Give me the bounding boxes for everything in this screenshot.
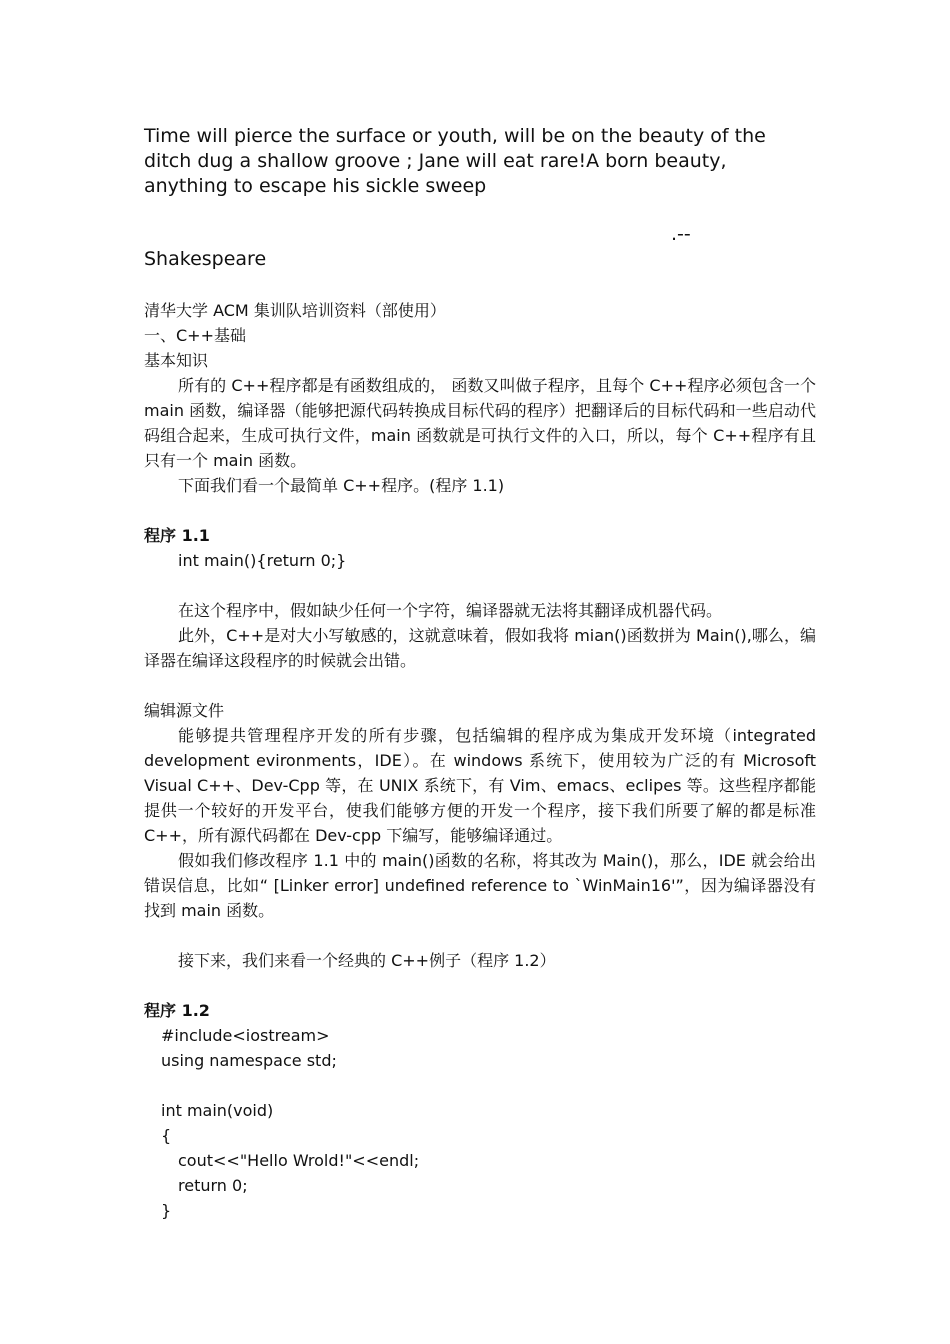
program-1-1-heading: 程序 1.1 xyxy=(144,526,210,545)
paragraph-editing-2: 假如我们修改程序 1.1 中的 main()函数的名称，将其改为 Main()，那么，IDE 就会给出错误信息，比如“ [Linker error] undefined reference to `WinMain16'”，因为编译器没有找到 main 函数。 xyxy=(144,851,816,920)
code-line: using namespace std; xyxy=(161,1051,337,1070)
paragraph-after-1-1-a: 在这个程序中，假如缺少任何一个字符，编译器就无法将其翻译成机器代码。 xyxy=(178,601,723,620)
code-line: cout<<"Hello Wrold!"<<endl; xyxy=(178,1151,420,1170)
spacer xyxy=(144,923,816,948)
paragraph-next-example: 接下来，我们来看一个经典的 C++例子（程序 1.2） xyxy=(178,951,556,970)
program-1-1-code: int main(){return 0;} xyxy=(178,551,347,570)
document-page xyxy=(144,124,816,1223)
spacer xyxy=(144,973,816,998)
code-line: #include<iostream> xyxy=(161,1026,330,1045)
paragraph-basics-1: 所有的 C++程序都是有函数组成的， 函数又叫做子程序，且每个 C++程序必须包含一个 main 函数，编译器（能够把源代码转换成目标代码的程序）把翻译后的目标代码和一些启动代码组合起来，生成可执行文件，main 函数就是可执行文件的入口，所以，每个 C++程序有且只有一个 main 函数。 xyxy=(144,376,816,470)
code-line: int main(void) xyxy=(161,1101,274,1120)
document-title: 清华大学 ACM 集训队培训资料（部使用） xyxy=(144,301,446,320)
section-title: 一、C++基础 xyxy=(144,326,246,345)
spacer xyxy=(144,498,816,523)
epigraph-text: Time will pierce the surface or youth, will be on the beauty of the ditch dug a shallow groove ; Jane will eat rare!A born beauty, anything to escape his sickle sweep xyxy=(144,125,766,197)
epigraph-author: Shakespeare xyxy=(144,248,267,270)
code-line: { xyxy=(161,1126,172,1145)
code-line: } xyxy=(161,1201,172,1220)
program-1-2-heading: 程序 1.2 xyxy=(144,1001,210,1020)
epigraph-dash: .-- xyxy=(671,223,691,245)
spacer xyxy=(144,573,816,598)
paragraph-editing-1: 能够提共管理程序开发的所有步骤，包括编辑的程序成为集成开发环境（integrated development evironments，IDE）。在 windows 系统下，使用较为广泛的有 Microsoft Visual C++、Dev-Cpp 等，在 UNIX 系统下，有 Vim、emacs、eclipes 等。这些程序都能提供一个较好的开发平台，使我们能够方便的开发一个程序，接下我们所要了解的都是标准 C++，所有源代码都在 Dev-cpp 下编写，能够编译通过。 xyxy=(144,726,816,845)
paragraph-after-1-1-b: 此外，C++是对大小写敏感的，这就意味着，假如我将 mian()函数拼为 Main(),哪么，编译器在编译这段程序的时候就会出错。 xyxy=(144,626,816,670)
subsection-editing: 编辑源文件 xyxy=(144,701,225,720)
paragraph-basics-2: 下面我们看一个最简单 C++程序。(程序 1.1) xyxy=(178,476,505,495)
code-line: return 0; xyxy=(178,1176,248,1195)
spacer xyxy=(144,673,816,698)
code-line-blank xyxy=(144,1073,816,1098)
subsection-basics: 基本知识 xyxy=(144,351,209,370)
